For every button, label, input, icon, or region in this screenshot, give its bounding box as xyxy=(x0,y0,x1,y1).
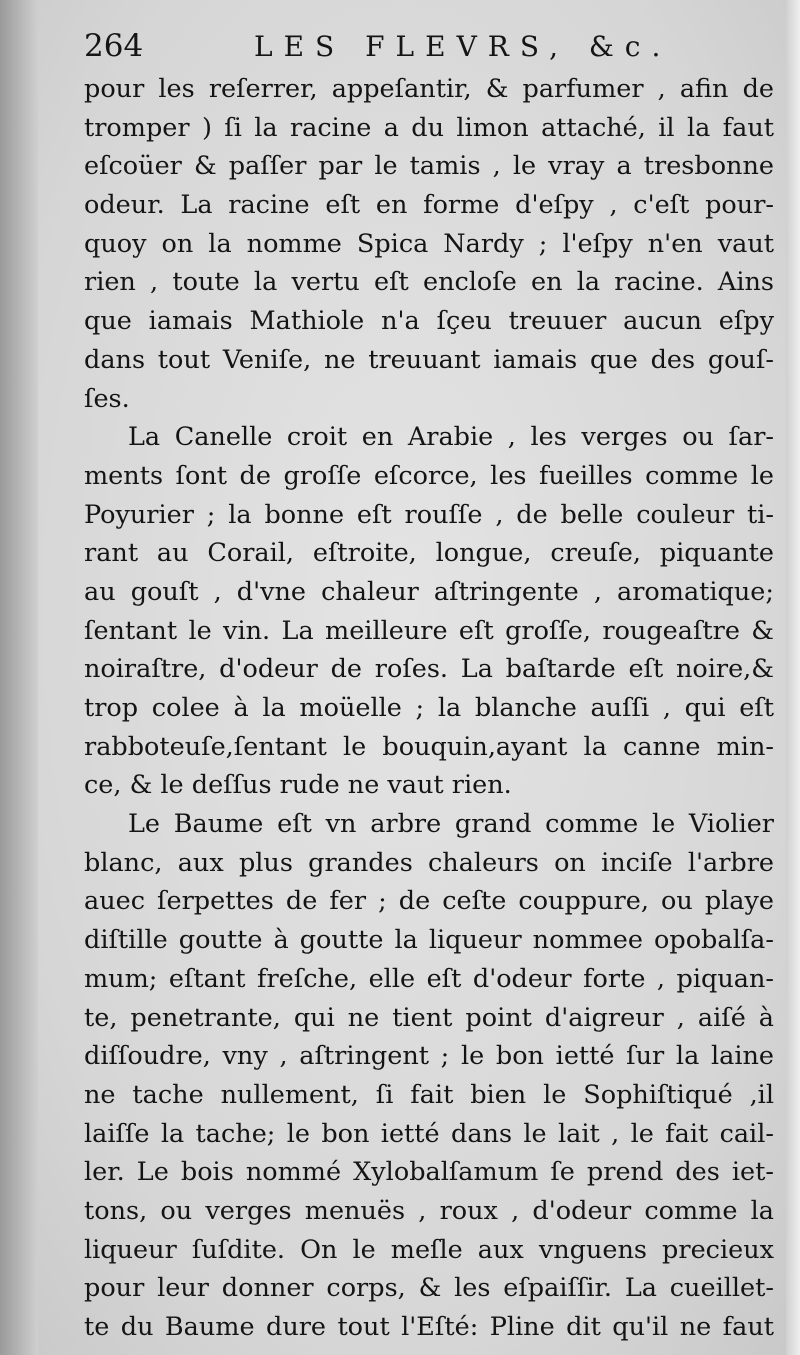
text-line: ne tache nullement, ſi fait bien le Sophiſtiqué ,il xyxy=(84,1079,774,1110)
text-line: liqueur ſuſdite. On le meſle aux vnguens precieux xyxy=(84,1234,774,1265)
page-number: 264 xyxy=(84,28,144,64)
text-line: auec ſerpettes de fer ; de ceſte couppure, ou playe xyxy=(84,886,774,917)
text-line: au gouſt , d'vne chaleur aſtringente , aromatique; xyxy=(84,576,774,607)
text-line: ce, & le deſſus rude ne vaut rien. xyxy=(84,770,512,801)
text-line: rien , toute la vertu eſt encloſe en la racine. Ains xyxy=(84,267,774,298)
text-line: Poyurier ; la bonne eſt rouſſe , de belle couleur ti- xyxy=(84,499,774,530)
paragraph-start: La Canelle croit en Arabie , les verges ou ſar- xyxy=(128,422,774,453)
text-line: rant au Corail, eſtroite, longue, creuſe, piquante xyxy=(84,538,774,569)
text-line: pour leur donner corps, & les eſpaiſſir. La cueillet- xyxy=(84,1273,774,1304)
page-edge xyxy=(786,0,800,1355)
body-text xyxy=(84,70,774,1347)
text-line: ſes. xyxy=(84,383,130,414)
page-gutter xyxy=(0,0,38,1355)
paragraph-start: Le Baume eſt vn arbre grand comme le Violier xyxy=(128,809,774,840)
text-line: que iamais Mathiole n'a ſçeu treuuer aucun eſpy xyxy=(84,306,774,337)
text-line: te du Baume dure tout l'Eſté: Pline dit qu'il ne faut xyxy=(84,1312,774,1342)
text-line: tons, ou verges menuës , roux , d'odeur comme la xyxy=(84,1195,774,1226)
page-header xyxy=(84,26,774,70)
text-line: ments ſont de groſſe eſcorce, les fueilles comme le xyxy=(84,460,774,491)
text-line: ler. Le bois nommé Xylobalſamum ſe prend des iet- xyxy=(84,1157,774,1188)
text-line: odeur. La racine eſt en forme d'eſpy , c'eſt pour- xyxy=(84,190,774,221)
text-line: pour les reſerrer, appeſantir, & parfumer , afin de xyxy=(84,74,774,104)
text-line: te, penetrante, qui ne tient point d'aigreur , aiſé à xyxy=(84,1002,774,1033)
text-line: trop colee à la moüelle ; la blanche auſſi , qui eſt xyxy=(84,693,774,723)
text-line: quoy on la nomme Spica Nardy ; l'eſpy n'en vaut xyxy=(84,228,774,259)
text-line: diſſoudre, vny , aſtringent ; le bon ietté ſur la laine xyxy=(84,1041,774,1072)
text-line: tromper ) ſi la racine a du limon attaché, il la faut xyxy=(84,112,774,143)
text-line: laiſſe la tache; le bon ietté dans le lait , le fait cail- xyxy=(84,1118,774,1149)
text-line: eſcoüer & paſſer par le tamis , le vray a tresbonne xyxy=(84,151,774,182)
text-line: noiraſtre, d'odeur de roſes. La baſtarde eſt noire,& xyxy=(84,654,774,685)
text-line: diſtille goutte à goutte la liqueur nommee opobalſa- xyxy=(84,925,774,956)
text-line: blanc, aux plus grandes chaleurs on inciſe l'arbre xyxy=(84,847,774,878)
running-head: LES FLEVRS, &c. xyxy=(254,30,672,63)
text-line: rabboteuſe,ſentant le bouquin,ayant la canne min- xyxy=(84,731,774,762)
text-line: mum; eſtant freſche, elle eſt d'odeur forte , piquan- xyxy=(84,963,774,994)
text-line: ſentant le vin. La meilleure eſt groſſe, rougeaſtre & xyxy=(84,615,774,646)
text-line: dans tout Veniſe, ne treuuant iamais que des gouſ- xyxy=(84,344,774,375)
